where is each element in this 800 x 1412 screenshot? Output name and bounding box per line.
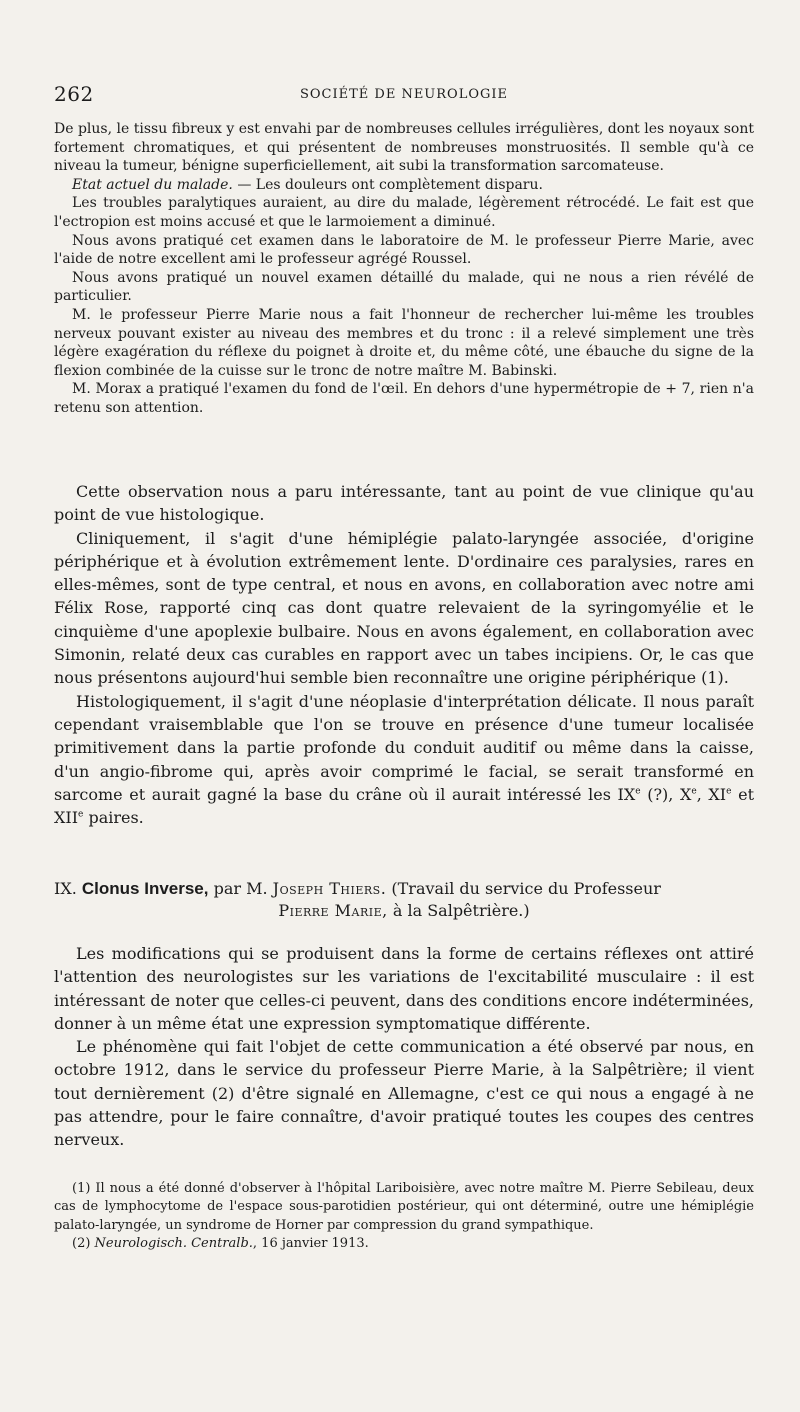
section-heading [54,878,754,922]
heading-line [54,878,754,900]
paragraph: Les troubles paralytiques auraient, au dire du malade, légèrement rétrocédé. Le fait est que l'ectropion est moins accusé et que le larmoiement a diminué. [54,195,754,230]
paragraph: De plus, le tissu fibreux y est envahi par de nombreuses cellules irrégulières, dont les noyaux sont fortement chromatiques, et qui présentent de nombreuses monstruosités. Il semble qu'à ce niveau la tumeur, bénigne superficiellement, ait subi la transformation sarcomateuse. [54,121,754,175]
paragraph: Le phénomène qui fait l'objet de cette communication a été observé par nous, en octobre 1912, dans le service du professeur Pierre Marie, à la Salpêtrière; il vient tout dernièrement (2) d'être signalé en Allemagne, c'est ce qui nous a engagé à ne pas attendre, pour le faire connaître, d'avoir pratiqué toutes les coupes des centres nerveux. [54,1037,754,1150]
discussion [54,480,754,829]
page-number: 262 [54,82,94,106]
section-body [54,942,754,1152]
author-name: Joseph Thiers. [272,879,387,898]
paragraph [54,176,754,195]
footnote-number: (2) [72,1236,95,1252]
heading-line [54,900,754,922]
superscript: e [726,786,732,797]
paragraph: Les modifications qui se produisent dans la forme de certains réflexes ont attiré l'attention des neurologistes sur les variations de l'excitabilité musculaire : il est intéressant de noter que celles-ci peuvent, dans des conditions encore indéterminées, donner à un même état une expression symptomatique différente. [54,944,754,1033]
paragraph-text: , XI [696,784,727,804]
paragraph: Nous avons pratiqué un nouvel examen détaillé du malade, qui ne nous a rien révélé de particulier. [54,269,754,305]
paragraph-label: Etat actuel du malade. [72,176,233,193]
case-report-continuation [54,120,754,418]
superscript: e [691,786,697,797]
paragraph-text: Histologiquement, il s'agit d'une néoplasie d'interprétation délicate. Il nous paraît cependant vraisemblable que l'on se trouve en présence d'une tumeur localisée primitivement dans la partie profonde du conduit auditif ou même dans la caisse, d'un angio-fibrome qui, après avoir comprimé le facial, se serait transformé en sarcome et aurait gagné la base du crâne où il aurait intéressé les IX [54,691,754,804]
running-title: SOCIÉTÉ DE NEUROLOGIE [299,87,509,102]
paragraph: Cliniquement, il s'agit d'une hémiplégie palato-laryngée associée, d'origine périphérique et à évolution extrêmement lente. D'ordinaire ces paralysies, rares en elles-mêmes, sont de type central, et nous en avons, en collaboration avec notre ami Félix Rose, rapporté cinq cas dont quatre relevaient de la syringomyélie et le cinquième d'une apoplexie bulbaire. Nous en avons également, en collaboration avec Simonin, relaté deux cas curables en rapport avec un tabes incipiens. Or, le cas que nous présentons aujourd'hui semble bien reconnaître une origine périphérique (1). [54,528,754,688]
footnote [54,1235,754,1253]
paragraph: Cette observation nous a paru intéressante, tant au point de vue clinique qu'au point de vue histologique. [54,482,754,525]
section-number: IX. [54,879,77,898]
footnote: (1) Il nous a été donné d'observer à l'hôpital Lariboisière, avec notre maître M. Pierre Sebileau, deux cas de lymphocytome de l'espace sous-parotidien postérieur, qui ont déterminé, outre une hémiplégie palato-laryngée, un syndrome de Horner par compression du grand sympathique. [54,1181,754,1233]
paragraph [54,690,754,830]
superscript: e [78,809,84,820]
paragraph-text: paires. [83,808,144,828]
professor-name: Pierre Marie, [278,901,388,920]
paragraph-text: et XII [54,784,754,828]
paragraph: M. Morax a pratiqué l'examen du fond de l'œil. En dehors d'une hypermétropie de + 7, rien n'a retenu son attention. [54,381,754,416]
footnote-text: , 16 janvier 1913. [252,1236,369,1252]
journal-title: Neurologisch. Centralb. [94,1236,253,1252]
footnotes [54,1180,754,1254]
byline: par M. [213,879,268,898]
paragraph-text: — Les douleurs ont complètement disparu. [232,176,543,193]
superscript: e [635,786,641,797]
section-note: à la Salpêtrière.) [392,901,530,920]
paragraph-text: (?), X [640,784,692,804]
section-title: Clonus Inverse, [81,879,209,898]
paragraph: M. le professeur Pierre Marie nous a fait l'honneur de rechercher lui-même les troubles nerveux pouvant exister au niveau des membres et du tronc : il a relevé simplement une très légère exagération du réflexe du poignet à droite et, du même côté, une ébauche du signe de la flexion combinée de la cuisse sur le tronc de notre maître M. Babinski. [54,306,754,379]
section-note: (Travail du service du Professeur [391,879,661,898]
paragraph: Nous avons pratiqué cet examen dans le laboratoire de M. le professeur Pierre Marie, avec l'aide de notre excellent ami le professeur agrégé Roussel. [54,232,754,268]
page-header [54,82,754,106]
